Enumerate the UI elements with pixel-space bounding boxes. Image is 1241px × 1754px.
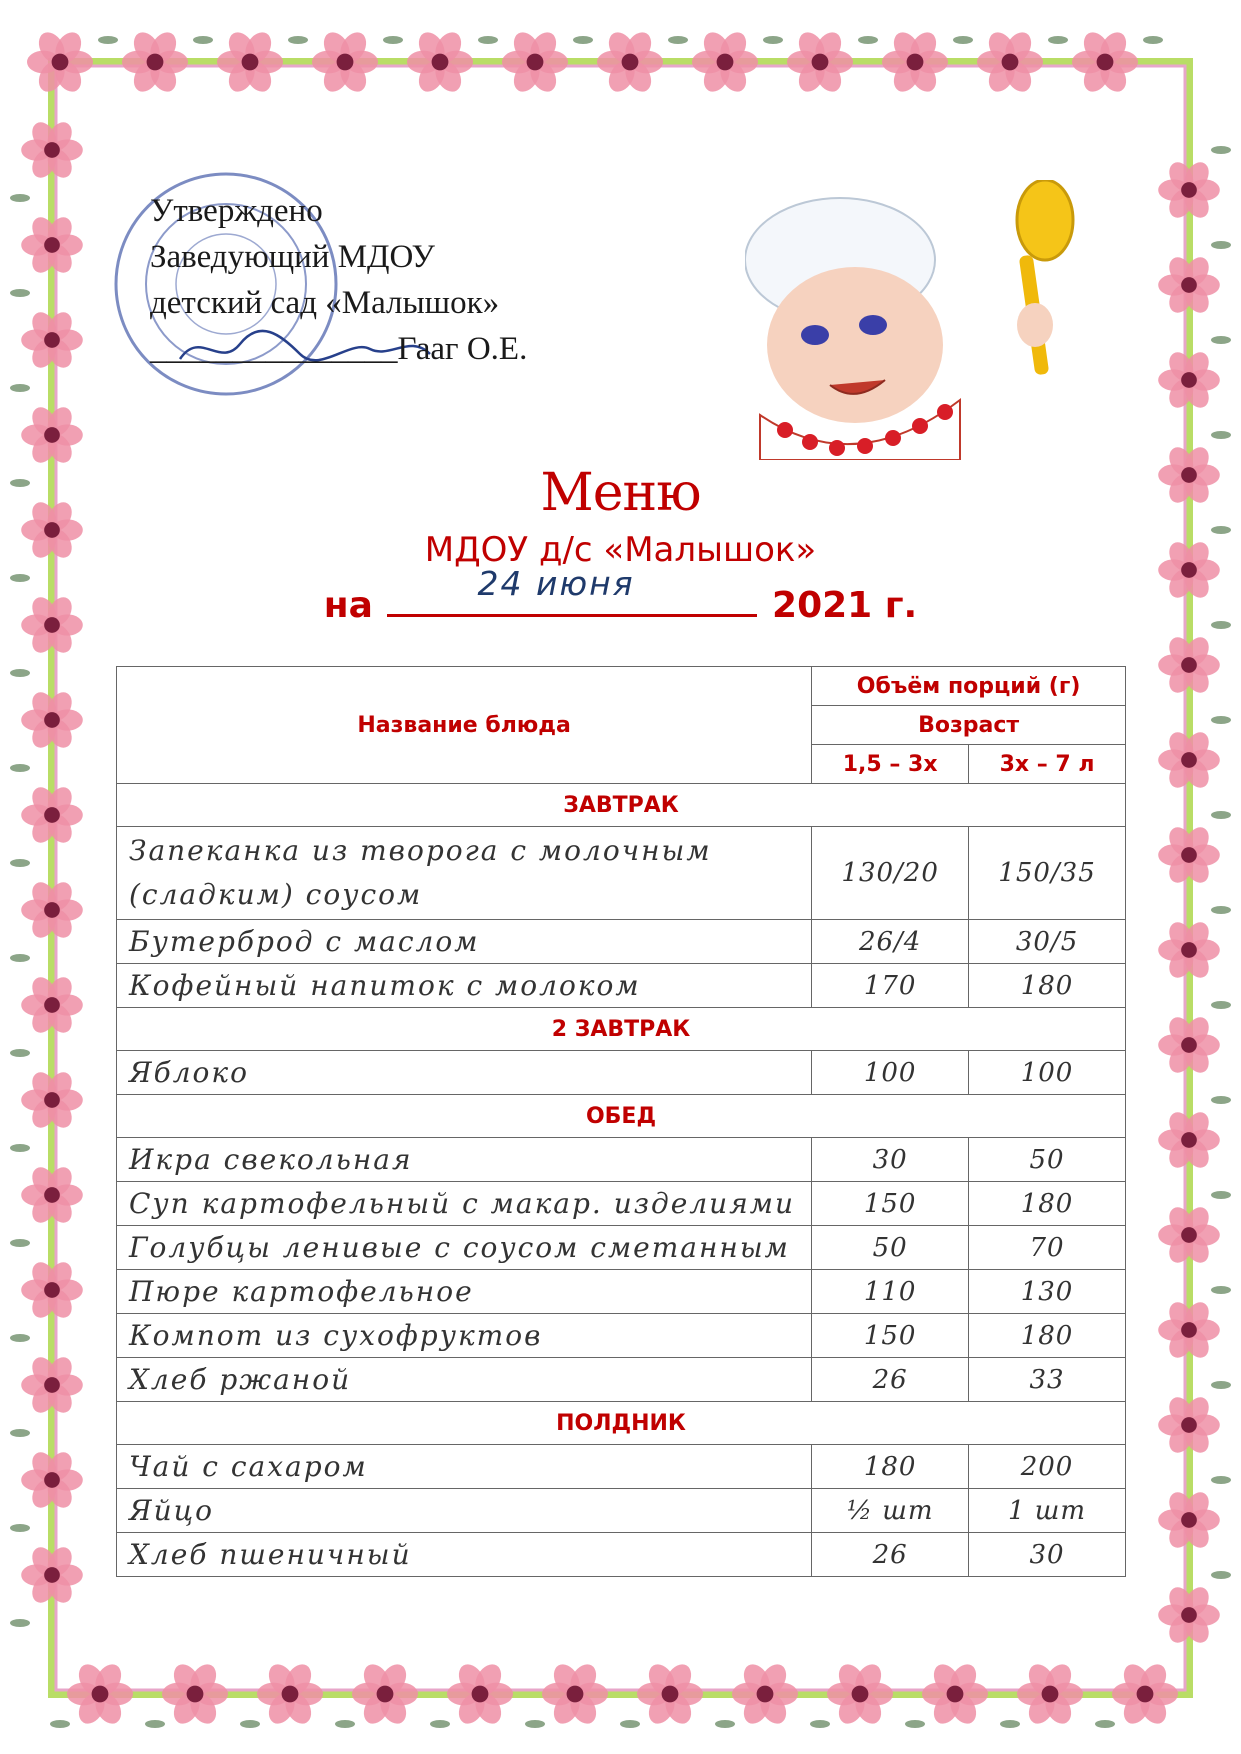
flower-decoration xyxy=(597,28,663,97)
portion-age-2: 33 xyxy=(969,1358,1126,1402)
date-suffix: 2021 г. xyxy=(772,585,918,626)
table-row xyxy=(117,964,1126,1008)
flower-decoration xyxy=(637,1660,703,1729)
portion-age-1: 26 xyxy=(812,1533,969,1577)
flower-decoration xyxy=(542,1660,608,1729)
dish-name: Хлеб ржаной xyxy=(117,1358,812,1402)
portion-age-1: 180 xyxy=(812,1445,969,1489)
portion-age-1: 50 xyxy=(812,1226,969,1270)
dish-name: Запеканка из творога с молочным (сладким) соусом xyxy=(117,827,812,920)
table-row xyxy=(117,1358,1126,1402)
flower-decoration xyxy=(407,28,473,97)
flower-decoration xyxy=(922,1660,988,1729)
flower-decoration xyxy=(352,1660,418,1729)
org-title: МДОУ д/с «Малышок» xyxy=(424,530,817,570)
flower-decoration xyxy=(787,28,853,97)
chef-illustration xyxy=(745,180,1085,460)
flower-decoration xyxy=(1017,1660,1083,1729)
dish-name: Хлеб пшеничный xyxy=(117,1533,812,1577)
portion-age-2: 180 xyxy=(969,1182,1126,1226)
flower-decoration xyxy=(217,28,283,97)
dish-name: Яблоко xyxy=(117,1051,812,1095)
section-header: ОБЕД xyxy=(117,1095,1126,1138)
portion-age-2: 50 xyxy=(969,1138,1126,1182)
table-row xyxy=(117,1489,1126,1533)
flower-decoration xyxy=(27,28,93,97)
dish-name: Голубцы ленивые с соусом сметанным xyxy=(117,1226,812,1270)
approval-line-position: Заведующий МДОУ xyxy=(150,239,435,275)
portion-age-2: 30 xyxy=(969,1533,1126,1577)
portion-age-1: 30 xyxy=(812,1138,969,1182)
header-age-col1: 1,5 – 3х xyxy=(812,745,969,784)
table-row xyxy=(117,827,1126,920)
dish-name: Пюре картофельное xyxy=(117,1270,812,1314)
flower-decoration xyxy=(977,28,1043,97)
portion-age-2: 180 xyxy=(969,1314,1126,1358)
date-title xyxy=(0,564,1241,626)
table-row xyxy=(117,920,1126,964)
flower-decoration xyxy=(502,28,568,97)
portion-age-1: 26 xyxy=(812,1358,969,1402)
table-row xyxy=(117,1051,1126,1095)
approval-line-org: детский сад «Малышок» xyxy=(150,285,500,321)
portion-age-2: 200 xyxy=(969,1445,1126,1489)
portion-age-2: 180 xyxy=(969,964,1126,1008)
table-row xyxy=(117,1226,1126,1270)
date-prefix: на xyxy=(323,585,373,626)
flower-decoration xyxy=(1072,28,1138,97)
flower-decoration xyxy=(447,1660,513,1729)
flower-decoration xyxy=(732,1660,798,1729)
flower-decoration xyxy=(257,1660,323,1729)
header-age-col2: 3х – 7 л xyxy=(969,745,1126,784)
portion-age-1: 110 xyxy=(812,1270,969,1314)
portion-age-1: 170 xyxy=(812,964,969,1008)
dish-name: Чай с сахаром xyxy=(117,1445,812,1489)
section-header: 2 ЗАВТРАК xyxy=(117,1008,1126,1051)
dish-name: Компот из сухофруктов xyxy=(117,1314,812,1358)
flower-decoration xyxy=(827,1660,893,1729)
dish-name: Суп картофельный с макар. изделиями xyxy=(117,1182,812,1226)
flower-decoration xyxy=(67,1660,133,1729)
portion-age-2: 100 xyxy=(969,1051,1126,1095)
portion-age-2: 150/35 xyxy=(969,827,1126,920)
portion-age-2: 1 шт xyxy=(969,1489,1126,1533)
portion-age-2: 130 xyxy=(969,1270,1126,1314)
flower-decoration xyxy=(162,1660,228,1729)
flower-decoration xyxy=(882,28,948,97)
flower-decoration xyxy=(692,28,758,97)
table-row xyxy=(117,1182,1126,1226)
menu-title: Меню xyxy=(540,463,701,523)
table-row xyxy=(117,1138,1126,1182)
flower-decoration xyxy=(1112,1660,1178,1729)
header-age: Возраст xyxy=(812,706,1126,745)
section-header: ЗАВТРАК xyxy=(117,784,1126,827)
portion-age-1: 100 xyxy=(812,1051,969,1095)
header-portion: Объём порций (г) xyxy=(812,667,1126,706)
portion-age-1: 150 xyxy=(812,1314,969,1358)
portion-age-2: 70 xyxy=(969,1226,1126,1270)
approval-line-approved: Утверждено xyxy=(150,193,323,229)
dish-name: Кофейный напиток с молоком xyxy=(117,964,812,1008)
header-dish-name: Название блюда xyxy=(117,667,812,784)
approval-block xyxy=(150,188,527,372)
portion-age-1: 150 xyxy=(812,1182,969,1226)
approval-line-signature: _______________Гааг О.Е. xyxy=(150,331,528,367)
table-row xyxy=(117,1533,1126,1577)
portion-age-1: ½ шт xyxy=(812,1489,969,1533)
portion-age-1: 26/4 xyxy=(812,920,969,964)
portion-age-2: 30/5 xyxy=(969,920,1126,964)
flower-decoration xyxy=(312,28,378,97)
table-row xyxy=(117,1445,1126,1489)
date-handwritten: 24 июня xyxy=(477,564,635,603)
dish-name: Яйцо xyxy=(117,1489,812,1533)
portion-age-1: 130/20 xyxy=(812,827,969,920)
dish-name: Бутерброд с маслом xyxy=(117,920,812,964)
table-row xyxy=(117,1314,1126,1358)
date-underline xyxy=(387,564,757,617)
flower-decoration xyxy=(122,28,188,97)
section-header: ПОЛДНИК xyxy=(117,1402,1126,1445)
table-row xyxy=(117,1270,1126,1314)
dish-name: Икра свекольная xyxy=(117,1138,812,1182)
menu-table xyxy=(116,666,1126,1577)
